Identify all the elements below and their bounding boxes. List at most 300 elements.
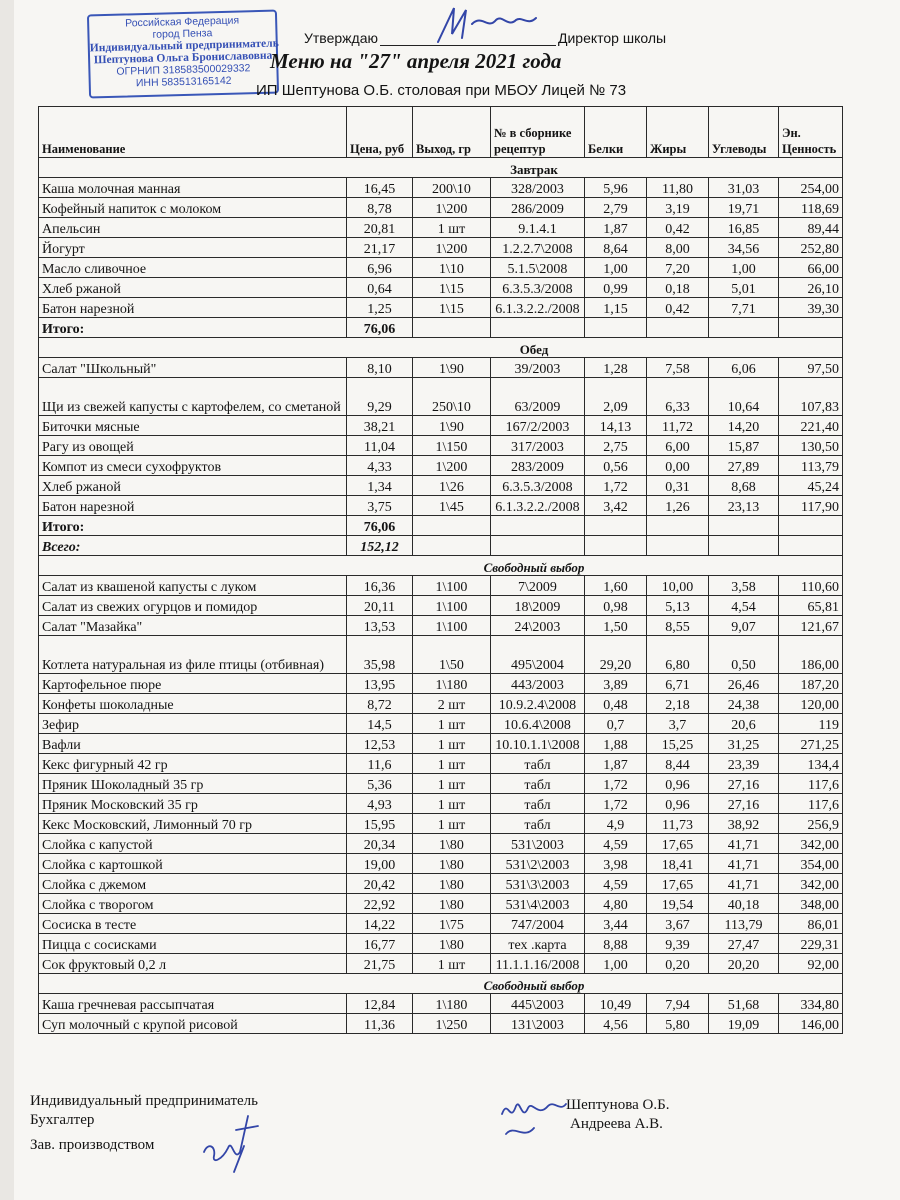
item-protein: 1,00 <box>585 258 647 278</box>
item-price: 14,22 <box>347 914 413 934</box>
item-protein: 1,87 <box>585 218 647 238</box>
item-recipe: 1.2.2.7\2008 <box>491 238 585 258</box>
item-energy: 130,50 <box>779 436 843 456</box>
item-price: 19,00 <box>347 854 413 874</box>
item-protein: 1,60 <box>585 576 647 596</box>
item-yield: 1 шт <box>413 774 491 794</box>
item-recipe: табл <box>491 794 585 814</box>
item-protein: 5,96 <box>585 178 647 198</box>
item-price: 1,25 <box>347 298 413 318</box>
item-name: Салат "Школьный" <box>39 358 347 378</box>
item-carbs: 8,68 <box>709 476 779 496</box>
item-name: Компот из смеси сухофруктов <box>39 456 347 476</box>
item-price: 1,34 <box>347 476 413 496</box>
item-yield: 1\100 <box>413 596 491 616</box>
page-title: Меню на "27" апреля 2021 года <box>270 49 562 73</box>
entrepreneur-signature <box>498 1094 568 1142</box>
item-recipe: 39/2003 <box>491 358 585 378</box>
table-row <box>39 218 843 238</box>
empty-cell <box>647 516 709 536</box>
item-price: 8,72 <box>347 694 413 714</box>
item-price: 14,5 <box>347 714 413 734</box>
item-carbs: 20,6 <box>709 714 779 734</box>
item-carbs: 23,13 <box>709 496 779 516</box>
item-yield: 1 шт <box>413 754 491 774</box>
table-row <box>39 636 843 674</box>
item-yield: 1\80 <box>413 854 491 874</box>
table-row <box>39 258 843 278</box>
item-recipe: 531\2003 <box>491 834 585 854</box>
item-name: Слойка с джемом <box>39 874 347 894</box>
table-row <box>39 198 843 218</box>
item-recipe: табл <box>491 754 585 774</box>
item-protein: 2,79 <box>585 198 647 218</box>
item-protein: 1,00 <box>585 954 647 974</box>
production-signature <box>200 1112 262 1174</box>
item-yield: 1\10 <box>413 258 491 278</box>
item-recipe: 131\2003 <box>491 1014 585 1034</box>
item-price: 16,77 <box>347 934 413 954</box>
item-name: Салат из квашеной капусты с луком <box>39 576 347 596</box>
item-fat: 3,67 <box>647 914 709 934</box>
item-yield: 250\10 <box>413 378 491 416</box>
item-recipe: 445\2003 <box>491 994 585 1014</box>
item-name: Пицца с сосисками <box>39 934 347 954</box>
item-fat: 6,33 <box>647 378 709 416</box>
header-fat: Жиры <box>647 107 709 158</box>
item-name: Рагу из овощей <box>39 436 347 456</box>
item-fat: 9,39 <box>647 934 709 954</box>
item-energy: 146,00 <box>779 1014 843 1034</box>
section-row <box>39 158 843 178</box>
item-yield: 1\200 <box>413 198 491 218</box>
total-label: Всего: <box>39 536 347 556</box>
empty-cell <box>779 318 843 338</box>
item-carbs: 5,01 <box>709 278 779 298</box>
item-protein: 4,9 <box>585 814 647 834</box>
item-energy: 120,00 <box>779 694 843 714</box>
item-fat: 18,41 <box>647 854 709 874</box>
item-fat: 5,80 <box>647 1014 709 1034</box>
item-fat: 0,96 <box>647 794 709 814</box>
item-recipe: 5.1.5\2008 <box>491 258 585 278</box>
item-price: 0,64 <box>347 278 413 298</box>
item-fat: 17,65 <box>647 874 709 894</box>
item-energy: 221,40 <box>779 416 843 436</box>
empty-cell <box>709 318 779 338</box>
section-title: Обед <box>39 338 843 358</box>
item-price: 20,81 <box>347 218 413 238</box>
empty-cell <box>779 536 843 556</box>
item-yield: 1\180 <box>413 674 491 694</box>
item-carbs: 3,58 <box>709 576 779 596</box>
item-carbs: 6,06 <box>709 358 779 378</box>
footer-accountant: Бухгалтер <box>30 1112 95 1128</box>
item-recipe: тех .карта <box>491 934 585 954</box>
item-energy: 45,24 <box>779 476 843 496</box>
total-value: 76,06 <box>347 516 413 536</box>
item-carbs: 16,85 <box>709 218 779 238</box>
table-row <box>39 914 843 934</box>
item-name: Слойка с творогом <box>39 894 347 914</box>
empty-cell <box>709 516 779 536</box>
item-energy: 107,83 <box>779 378 843 416</box>
table-row <box>39 934 843 954</box>
item-recipe: 10.9.2.4\2008 <box>491 694 585 714</box>
table-row <box>39 616 843 636</box>
item-energy: 121,67 <box>779 616 843 636</box>
stamp-line: ОГРНИП 318583500029332 <box>116 62 251 78</box>
table-row <box>39 874 843 894</box>
item-name: Каша молочная манная <box>39 178 347 198</box>
item-fat: 8,00 <box>647 238 709 258</box>
item-yield: 1\80 <box>413 934 491 954</box>
item-recipe: 18\2009 <box>491 596 585 616</box>
item-energy: 65,81 <box>779 596 843 616</box>
footer-name1: Шептунова О.Б. <box>566 1097 670 1113</box>
item-carbs: 27,16 <box>709 794 779 814</box>
table-row <box>39 1014 843 1034</box>
header-recipe: № в сборнике рецептур <box>491 107 585 158</box>
item-carbs: 27,16 <box>709 774 779 794</box>
item-name: Салат из свежих огурцов и помидор <box>39 596 347 616</box>
item-fat: 11,73 <box>647 814 709 834</box>
header-protein: Белки <box>585 107 647 158</box>
table-row <box>39 378 843 416</box>
item-recipe: 495\2004 <box>491 636 585 674</box>
menu-body <box>39 158 843 1034</box>
item-protein: 0,7 <box>585 714 647 734</box>
item-name: Хлеб ржаной <box>39 278 347 298</box>
director-signature <box>432 4 542 48</box>
item-fat: 6,71 <box>647 674 709 694</box>
item-protein: 4,59 <box>585 874 647 894</box>
section-row <box>39 556 843 576</box>
item-recipe: 9.1.4.1 <box>491 218 585 238</box>
item-carbs: 4,54 <box>709 596 779 616</box>
item-energy: 334,80 <box>779 994 843 1014</box>
item-carbs: 34,56 <box>709 238 779 258</box>
item-protein: 1,72 <box>585 476 647 496</box>
item-fat: 6,00 <box>647 436 709 456</box>
item-yield: 1 шт <box>413 794 491 814</box>
item-fat: 1,26 <box>647 496 709 516</box>
item-price: 21,17 <box>347 238 413 258</box>
item-recipe: 6.3.5.3/2008 <box>491 476 585 496</box>
item-recipe: 6.1.3.2.2./2008 <box>491 298 585 318</box>
item-protein: 2,09 <box>585 378 647 416</box>
table-row <box>39 298 843 318</box>
item-yield: 1\75 <box>413 914 491 934</box>
item-price: 6,96 <box>347 258 413 278</box>
item-carbs: 113,79 <box>709 914 779 934</box>
item-fat: 8,55 <box>647 616 709 636</box>
item-carbs: 9,07 <box>709 616 779 636</box>
item-energy: 117,6 <box>779 794 843 814</box>
item-yield: 1 шт <box>413 714 491 734</box>
total-row <box>39 536 843 556</box>
item-name: Хлеб ржаной <box>39 476 347 496</box>
item-protein: 1,50 <box>585 616 647 636</box>
item-protein: 1,87 <box>585 754 647 774</box>
item-yield: 1\150 <box>413 436 491 456</box>
item-recipe: 6.1.3.2.2./2008 <box>491 496 585 516</box>
item-price: 38,21 <box>347 416 413 436</box>
item-carbs: 38,92 <box>709 814 779 834</box>
item-energy: 271,25 <box>779 734 843 754</box>
item-fat: 7,58 <box>647 358 709 378</box>
empty-cell <box>491 318 585 338</box>
item-fat: 0,00 <box>647 456 709 476</box>
item-carbs: 27,89 <box>709 456 779 476</box>
item-fat: 0,31 <box>647 476 709 496</box>
item-yield: 1 шт <box>413 218 491 238</box>
item-price: 20,34 <box>347 834 413 854</box>
item-protein: 10,49 <box>585 994 647 1014</box>
item-recipe: 10.6.4\2008 <box>491 714 585 734</box>
item-carbs: 31,25 <box>709 734 779 754</box>
item-price: 8,78 <box>347 198 413 218</box>
item-yield: 1\15 <box>413 298 491 318</box>
item-recipe: 10.10.1.1\2008 <box>491 734 585 754</box>
item-yield: 2 шт <box>413 694 491 714</box>
item-price: 13,95 <box>347 674 413 694</box>
item-name: Кофейный напиток с молоком <box>39 198 347 218</box>
item-fat: 15,25 <box>647 734 709 754</box>
item-recipe: 531\3\2003 <box>491 874 585 894</box>
item-energy: 92,00 <box>779 954 843 974</box>
page-subtitle: ИП Шептунова О.Б. столовая при МБОУ Лицей № 73 <box>256 82 627 99</box>
item-price: 12,84 <box>347 994 413 1014</box>
table-row <box>39 476 843 496</box>
empty-cell <box>585 318 647 338</box>
entrepreneur-stamp <box>87 10 279 99</box>
item-price: 20,11 <box>347 596 413 616</box>
item-carbs: 20,20 <box>709 954 779 974</box>
item-protein: 29,20 <box>585 636 647 674</box>
item-name: Сосиска в тесте <box>39 914 347 934</box>
item-recipe: табл <box>491 814 585 834</box>
item-carbs: 51,68 <box>709 994 779 1014</box>
item-yield: 1\80 <box>413 834 491 854</box>
item-name: Апельсин <box>39 218 347 238</box>
item-energy: 342,00 <box>779 834 843 854</box>
item-energy: 252,80 <box>779 238 843 258</box>
table-row <box>39 854 843 874</box>
item-name: Йогурт <box>39 238 347 258</box>
item-yield: 1\200 <box>413 456 491 476</box>
item-yield: 1 шт <box>413 814 491 834</box>
item-energy: 256,9 <box>779 814 843 834</box>
table-row <box>39 954 843 974</box>
item-name: Суп молочный с крупой рисовой <box>39 1014 347 1034</box>
item-name: Салат "Мазайка" <box>39 616 347 636</box>
item-yield: 1\180 <box>413 994 491 1014</box>
item-yield: 1\90 <box>413 416 491 436</box>
item-recipe: 286/2009 <box>491 198 585 218</box>
item-fat: 3,19 <box>647 198 709 218</box>
item-recipe: 317/2003 <box>491 436 585 456</box>
table-row <box>39 436 843 456</box>
item-yield: 1\45 <box>413 496 491 516</box>
table-row <box>39 278 843 298</box>
table-row <box>39 754 843 774</box>
item-protein: 4,80 <box>585 894 647 914</box>
item-name: Каша гречневая рассыпчатая <box>39 994 347 1014</box>
item-yield: 1\26 <box>413 476 491 496</box>
item-fat: 0,20 <box>647 954 709 974</box>
empty-cell <box>413 516 491 536</box>
item-name: Конфеты шоколадные <box>39 694 347 714</box>
item-price: 20,42 <box>347 874 413 894</box>
item-protein: 4,56 <box>585 1014 647 1034</box>
item-price: 35,98 <box>347 636 413 674</box>
item-yield: 200\10 <box>413 178 491 198</box>
item-recipe: 11.1.1.16/2008 <box>491 954 585 974</box>
item-energy: 119 <box>779 714 843 734</box>
table-row <box>39 416 843 436</box>
item-protein: 3,42 <box>585 496 647 516</box>
item-carbs: 14,20 <box>709 416 779 436</box>
item-recipe: 443/2003 <box>491 674 585 694</box>
empty-cell <box>413 536 491 556</box>
item-protein: 2,75 <box>585 436 647 456</box>
stamp-line: ИНН 583513165142 <box>135 74 232 90</box>
table-row <box>39 596 843 616</box>
item-name: Сок фруктовый 0,2 л <box>39 954 347 974</box>
item-protein: 0,56 <box>585 456 647 476</box>
empty-cell <box>491 536 585 556</box>
item-protein: 0,99 <box>585 278 647 298</box>
table-row <box>39 794 843 814</box>
item-energy: 342,00 <box>779 874 843 894</box>
stamp-line: город Пенза <box>152 27 213 41</box>
item-fat: 0,18 <box>647 278 709 298</box>
item-energy: 229,31 <box>779 934 843 954</box>
item-protein: 1,88 <box>585 734 647 754</box>
item-energy: 97,50 <box>779 358 843 378</box>
item-fat: 8,44 <box>647 754 709 774</box>
table-row <box>39 576 843 596</box>
item-name: Щи из свежей капусты с картофелем, со сметаной <box>39 378 347 416</box>
stamp-line: Российская Федерация <box>125 14 240 30</box>
item-name: Зефир <box>39 714 347 734</box>
item-recipe: 6.3.5.3/2008 <box>491 278 585 298</box>
section-title: Свободный выбор <box>39 556 843 576</box>
item-fat: 5,13 <box>647 596 709 616</box>
item-protein: 4,59 <box>585 834 647 854</box>
item-energy: 117,90 <box>779 496 843 516</box>
item-carbs: 1,00 <box>709 258 779 278</box>
item-name: Слойка с картошкой <box>39 854 347 874</box>
item-energy: 113,79 <box>779 456 843 476</box>
section-title: Завтрак <box>39 158 843 178</box>
stamp-line: Индивидуальный предприниматель <box>89 37 279 55</box>
empty-cell <box>585 536 647 556</box>
item-recipe: 7\2009 <box>491 576 585 596</box>
total-value: 76,06 <box>347 318 413 338</box>
item-carbs: 24,38 <box>709 694 779 714</box>
item-yield: 1\200 <box>413 238 491 258</box>
item-price: 22,92 <box>347 894 413 914</box>
item-energy: 118,69 <box>779 198 843 218</box>
item-carbs: 41,71 <box>709 874 779 894</box>
item-price: 12,53 <box>347 734 413 754</box>
item-energy: 348,00 <box>779 894 843 914</box>
item-energy: 134,4 <box>779 754 843 774</box>
item-price: 15,95 <box>347 814 413 834</box>
item-fat: 0,42 <box>647 218 709 238</box>
item-fat: 0,96 <box>647 774 709 794</box>
item-recipe: 24\2003 <box>491 616 585 636</box>
section-row <box>39 974 843 994</box>
section-row <box>39 338 843 358</box>
item-price: 8,10 <box>347 358 413 378</box>
stamp-line: Шептунова Ольга Брониславовна <box>93 49 273 67</box>
item-energy: 66,00 <box>779 258 843 278</box>
item-fat: 11,72 <box>647 416 709 436</box>
item-recipe: табл <box>491 774 585 794</box>
approval-label: Утверждаю <box>304 30 378 46</box>
item-fat: 10,00 <box>647 576 709 596</box>
table-row <box>39 814 843 834</box>
item-yield: 1\50 <box>413 636 491 674</box>
item-name: Пряник Московский 35 гр <box>39 794 347 814</box>
item-carbs: 10,64 <box>709 378 779 416</box>
item-yield: 1\100 <box>413 576 491 596</box>
item-price: 16,45 <box>347 178 413 198</box>
item-carbs: 19,09 <box>709 1014 779 1034</box>
item-energy: 354,00 <box>779 854 843 874</box>
item-recipe: 531\2\2003 <box>491 854 585 874</box>
header-energy: Эн. Ценность <box>779 107 843 158</box>
empty-cell <box>585 516 647 536</box>
item-recipe: 167/2/2003 <box>491 416 585 436</box>
item-energy: 254,00 <box>779 178 843 198</box>
item-energy: 86,01 <box>779 914 843 934</box>
item-recipe: 747/2004 <box>491 914 585 934</box>
table-row <box>39 358 843 378</box>
footer-name2: Андреева А.В. <box>570 1116 663 1132</box>
item-fat: 6,80 <box>647 636 709 674</box>
item-price: 11,36 <box>347 1014 413 1034</box>
empty-cell <box>779 516 843 536</box>
item-fat: 11,80 <box>647 178 709 198</box>
footer-right <box>566 1096 669 1134</box>
item-carbs: 27,47 <box>709 934 779 954</box>
item-carbs: 15,87 <box>709 436 779 456</box>
item-energy: 117,6 <box>779 774 843 794</box>
item-price: 3,75 <box>347 496 413 516</box>
item-yield: 1\15 <box>413 278 491 298</box>
total-row <box>39 516 843 536</box>
table-row <box>39 894 843 914</box>
item-yield: 1 шт <box>413 734 491 754</box>
table-row <box>39 496 843 516</box>
item-name: Слойка с капустой <box>39 834 347 854</box>
item-carbs: 19,71 <box>709 198 779 218</box>
item-recipe: 283/2009 <box>491 456 585 476</box>
header-carbs: Углеводы <box>709 107 779 158</box>
footer-production: Зав. производством <box>30 1137 155 1153</box>
item-name: Котлета натуральная из филе птицы (отбивная) <box>39 636 347 674</box>
empty-cell <box>413 318 491 338</box>
item-price: 5,36 <box>347 774 413 794</box>
table-row <box>39 734 843 754</box>
item-recipe: 531\4\2003 <box>491 894 585 914</box>
item-price: 13,53 <box>347 616 413 636</box>
total-label: Итого: <box>39 516 347 536</box>
